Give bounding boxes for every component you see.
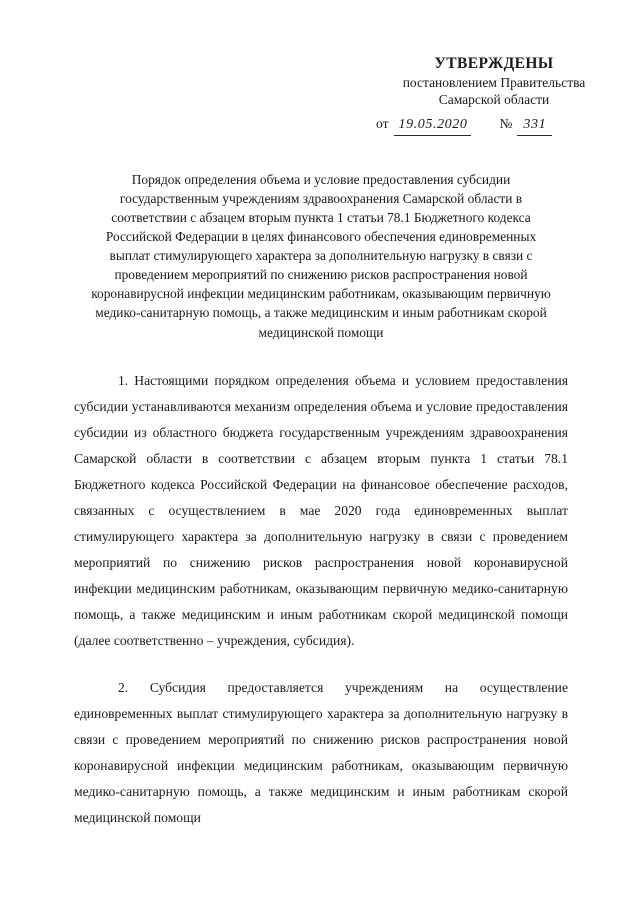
document-heading: Порядок определения объема и условие предоставления субсидии государственным учреждениям здравоохранения Самарской области в соответствии с абзацем вторым пункта 1 статьи 78.1 Бюджетного кодекса Российской Федерации в целях финансового обеспечения единовременных выплат стимулирующего характера за дополнительную нагрузку в связи с проведением мероприятий по снижению рисков распространения новой коронавирусной инфекции медицинским работникам, оказывающим первичную медико-санитарную помощь, а также медицинским и иным работникам скорой медицинской помощи [91, 172, 551, 340]
approval-authority-line-2: Самарской области [438, 92, 550, 108]
date-label: от [376, 116, 389, 132]
date-value: 19.05.2020 [394, 116, 471, 136]
approval-title: УТВЕРЖДЕНЫ [434, 55, 554, 72]
approval-authority-line-1: постановлением Правительства [402, 74, 586, 90]
approval-block [364, 54, 624, 136]
approval-date-number-row [364, 115, 624, 136]
number-label: № [499, 116, 513, 132]
paragraph-2: 2. Субсидия предоставляется учреждениям на осуществление единовременных выплат стимулирующего характера за дополнительную нагрузку в связи с проведением мероприятий по снижению рисков распространения новой коронавирусной инфекции медицинским работникам, оказывающим первичную медико-санитарную помощь, а также медицинским и иным работникам скорой медицинской помощи [74, 679, 568, 826]
number-value: 331 [517, 116, 552, 136]
document-body [74, 368, 568, 832]
paragraph-1: 1. Настоящими порядком определения объема и условием предоставления субсидии устанавливаются механизм определения объема и условие предоставления субсидии из областного бюджета государственным учреждениям здравоохранения Самарской области в соответствии с абзацем вторым пункта 1 статьи 78.1 Бюджетного кодекса Российской Федерации на финансовое обеспечение расходов, связанных с осуществлением в мае 2020 года единовременных выплат стимулирующего характера за дополнительную нагрузку в связи с проведением мероприятий по снижению рисков распространения новой коронавирусной инфекции медицинским работникам, оказывающим первичную медико-санитарную помощь, а также медицинским и иным работникам скорой медицинской помощи (далее соответственно – учреждения, субсидия). [74, 372, 568, 649]
